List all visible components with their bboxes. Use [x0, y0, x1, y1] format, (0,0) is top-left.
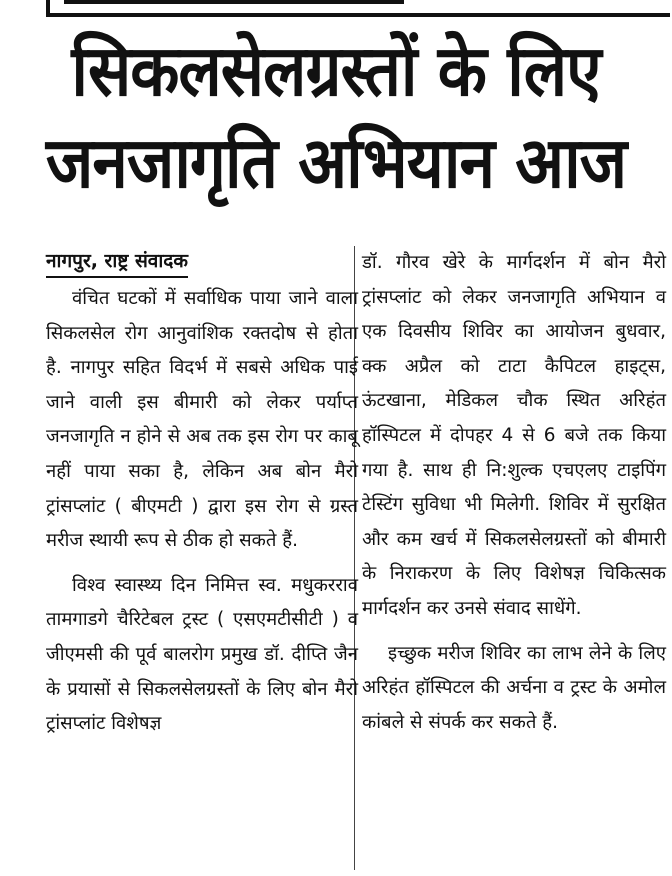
article-paragraph-4: इच्छुक मरीज शिविर का लाभ लेने के लिए अरिहंत हॉस्पिटल की अर्चना व ट्रस्ट के अमोल कांबले से संपर्क कर सकते हैं.	[362, 642, 666, 733]
article-paragraph-2: विश्व स्वास्थ्य दिन निमित्त स्व. मधुकरराव तामगाडगे चैरिटेबल ट्रस्ट ( एसएमटीसीटी ) व जीएमसी की पूर्व बालरोग प्रमुख डॉ. दीप्ति जैन के प्रयासों से सिकलसेलग्रस्तों के लिए बोन मैरो ट्रांसप्लांट विशेषज्ञ	[46, 574, 358, 735]
dateline: नागपुर, राष्ट्र संवादक	[46, 246, 188, 278]
headline-line-2: जनजागृति अभियान आज	[45, 123, 627, 205]
article-left-column	[46, 246, 358, 742]
article-right-column	[362, 246, 666, 740]
article-paragraph-3: डॉ. गौरव खेरे के मार्गदर्शन में बोन मैरो ट्रांसप्लांट को लेकर जनजागृति अभियान व एक दिवसीय शिविर का आयोजन बुधवार, क्क अप्रैल को टाटा कैपिटल हाइट्स, ऊंटखाना, मेडिकल चौक स्थित अरिहंत हॉस्पिटल में दोपहर 4 से 6 बजे तक किया गया है. साथ ही नि:शुल्क एचएलए टाइपिंग टेस्टिंग सुविधा भी मिलेगी. शिविर में सुरक्षित और कम खर्च में सिकलसेलग्रस्तों को बीमारी के निराकरण के लिए विशेषज्ञ चिकित्सक मार्गदर्शन कर उनसे संवाद साधेंगे.	[362, 252, 666, 619]
article-paragraph-1: वंचित घटकों में सर्वाधिक पाया जाने वाला सिकलसेल रोग आनुवांशिक रक्तदोष से होता है. नागपुर सहित विदर्भ में सबसे अधिक पाई जाने वाली इस बीमारी को लेकर पर्याप्त जनजागृति न होने से अब तक इस रोग पर काबू नहीं पाया सका है, लेकिन अब बोन मैरो ट्रांसप्लांट ( बीएमटी ) द्वारा इस रोग से ग्रस्त मरीज स्थायी रूप से ठीक हो सकते हैं.	[46, 288, 358, 552]
top-border-inner-rule	[64, 0, 404, 4]
top-border-rule	[46, 0, 670, 17]
headline-line-1: सिकलसेलग्रस्तों के लिए	[71, 31, 601, 113]
